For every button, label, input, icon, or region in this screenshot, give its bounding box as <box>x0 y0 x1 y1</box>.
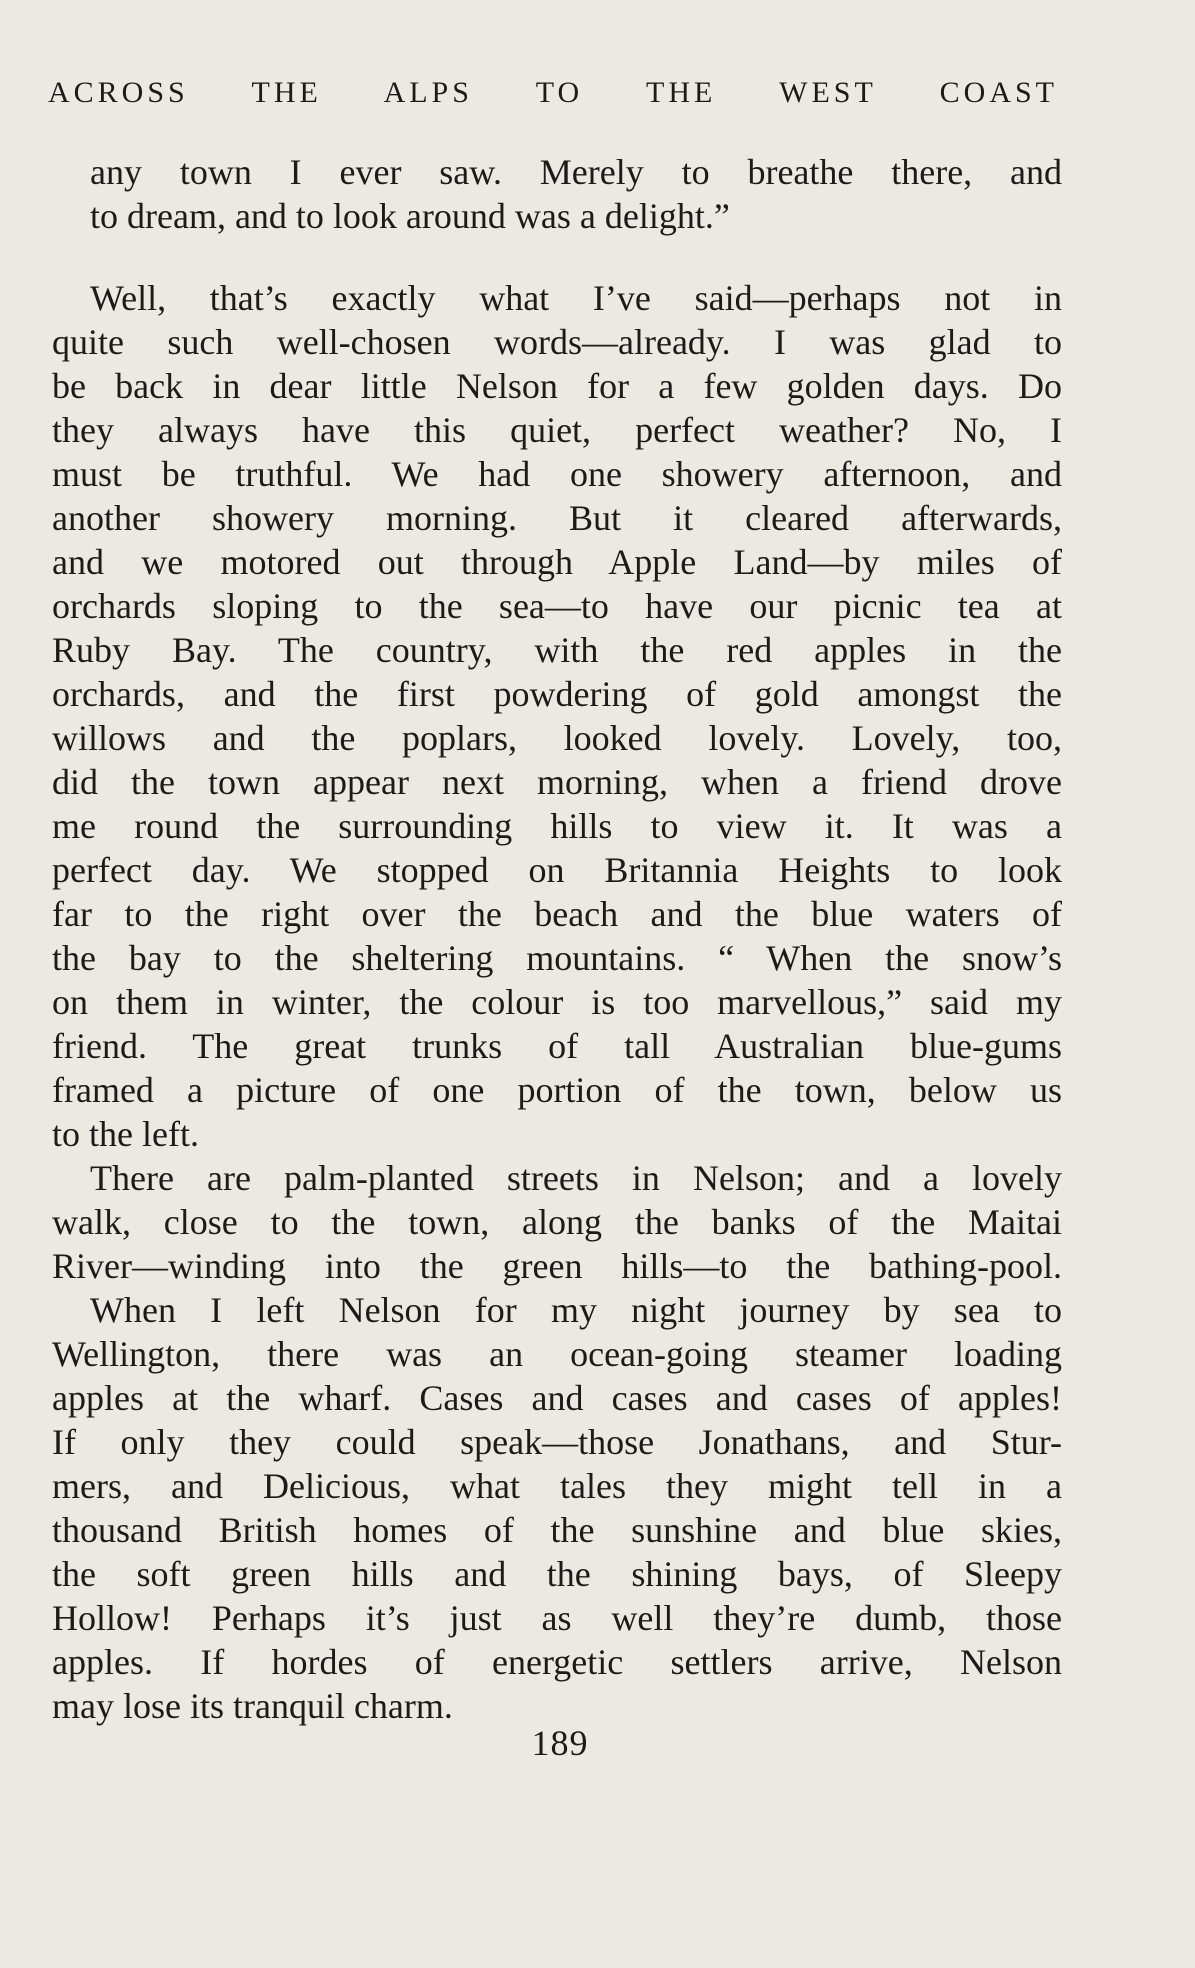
text-line: must be truthful. We had one showery afternoon, and <box>52 454 1062 494</box>
text-line: Ruby Bay. The country, with the red apples in the <box>52 630 1062 670</box>
text-line: quite such well-chosen words—already. I was glad to <box>52 322 1062 362</box>
text-line: me round the surrounding hills to view it. It was a <box>52 806 1062 846</box>
text-line: to dream, and to look around was a delight.” <box>90 196 730 236</box>
text-line: on them in winter, the colour is too marvellous,” said my <box>52 982 1062 1022</box>
text-line: Well, that’s exactly what I’ve said—perhaps not in <box>90 278 1062 318</box>
text-line: and we motored out through Apple Land—by miles of <box>52 542 1062 582</box>
text-line: Hollow! Perhaps it’s just as well they’re dumb, those <box>52 1598 1062 1638</box>
paragraph-3 <box>52 1156 1062 1288</box>
text-line: mers, and Delicious, what tales they might tell in a <box>52 1466 1062 1506</box>
text-line: thousand British homes of the sunshine and blue skies, <box>52 1510 1062 1550</box>
text-line: friend. The great trunks of tall Australian blue-gums <box>52 1026 1062 1066</box>
text-line: any town I ever saw. Merely to breathe there, and <box>90 152 1062 192</box>
text-line: If only they could speak—those Jonathans, and Stur- <box>52 1422 1062 1462</box>
text-line: framed a picture of one portion of the town, below us <box>52 1070 1062 1110</box>
text-line: apples. If hordes of energetic settlers arrive, Nelson <box>52 1642 1062 1682</box>
text-line: walk, close to the town, along the banks of the Maitai <box>52 1202 1062 1242</box>
text-line: apples at the wharf. Cases and cases and cases of apples! <box>52 1378 1062 1418</box>
paragraph-gap <box>52 238 1062 276</box>
text-line: There are palm-planted streets in Nelson; and a lovely <box>90 1158 1062 1198</box>
paragraph-1 <box>52 150 1062 238</box>
text-line: far to the right over the beach and the blue waters of <box>52 894 1062 934</box>
running-head: ACROSS THE ALPS TO THE WEST COAST <box>48 76 1058 109</box>
text-line: willows and the poplars, looked lovely. Lovely, too, <box>52 718 1062 758</box>
text-line: another showery morning. But it cleared afterwards, <box>52 498 1062 538</box>
text-line: the soft green hills and the shining bays, of Sleepy <box>52 1554 1062 1594</box>
text-line: When I left Nelson for my night journey by sea to <box>90 1290 1062 1330</box>
text-line: did the town appear next morning, when a friend drove <box>52 762 1062 802</box>
text-line: orchards, and the first powdering of gold amongst the <box>52 674 1062 714</box>
text-line: Wellington, there was an ocean-going steamer loading <box>52 1334 1062 1374</box>
paragraph-2 <box>52 276 1062 1156</box>
text-line: perfect day. We stopped on Britannia Heights to look <box>52 850 1062 890</box>
page-number: 189 <box>531 1723 589 1763</box>
text-line: be back in dear little Nelson for a few golden days. Do <box>52 366 1062 406</box>
text-line: to the left. <box>52 1114 199 1154</box>
text-line: the bay to the sheltering mountains. “ When the snow’s <box>52 938 1062 978</box>
text-line: may lose its tranquil charm. <box>52 1686 453 1726</box>
body-text <box>52 150 1062 1728</box>
text-line: they always have this quiet, perfect weather? No, I <box>52 410 1062 450</box>
text-line: orchards sloping to the sea—to have our picnic tea at <box>52 586 1062 626</box>
text-line: River—winding into the green hills—to the bathing-pool. <box>52 1246 1062 1286</box>
paragraph-4 <box>52 1288 1062 1728</box>
